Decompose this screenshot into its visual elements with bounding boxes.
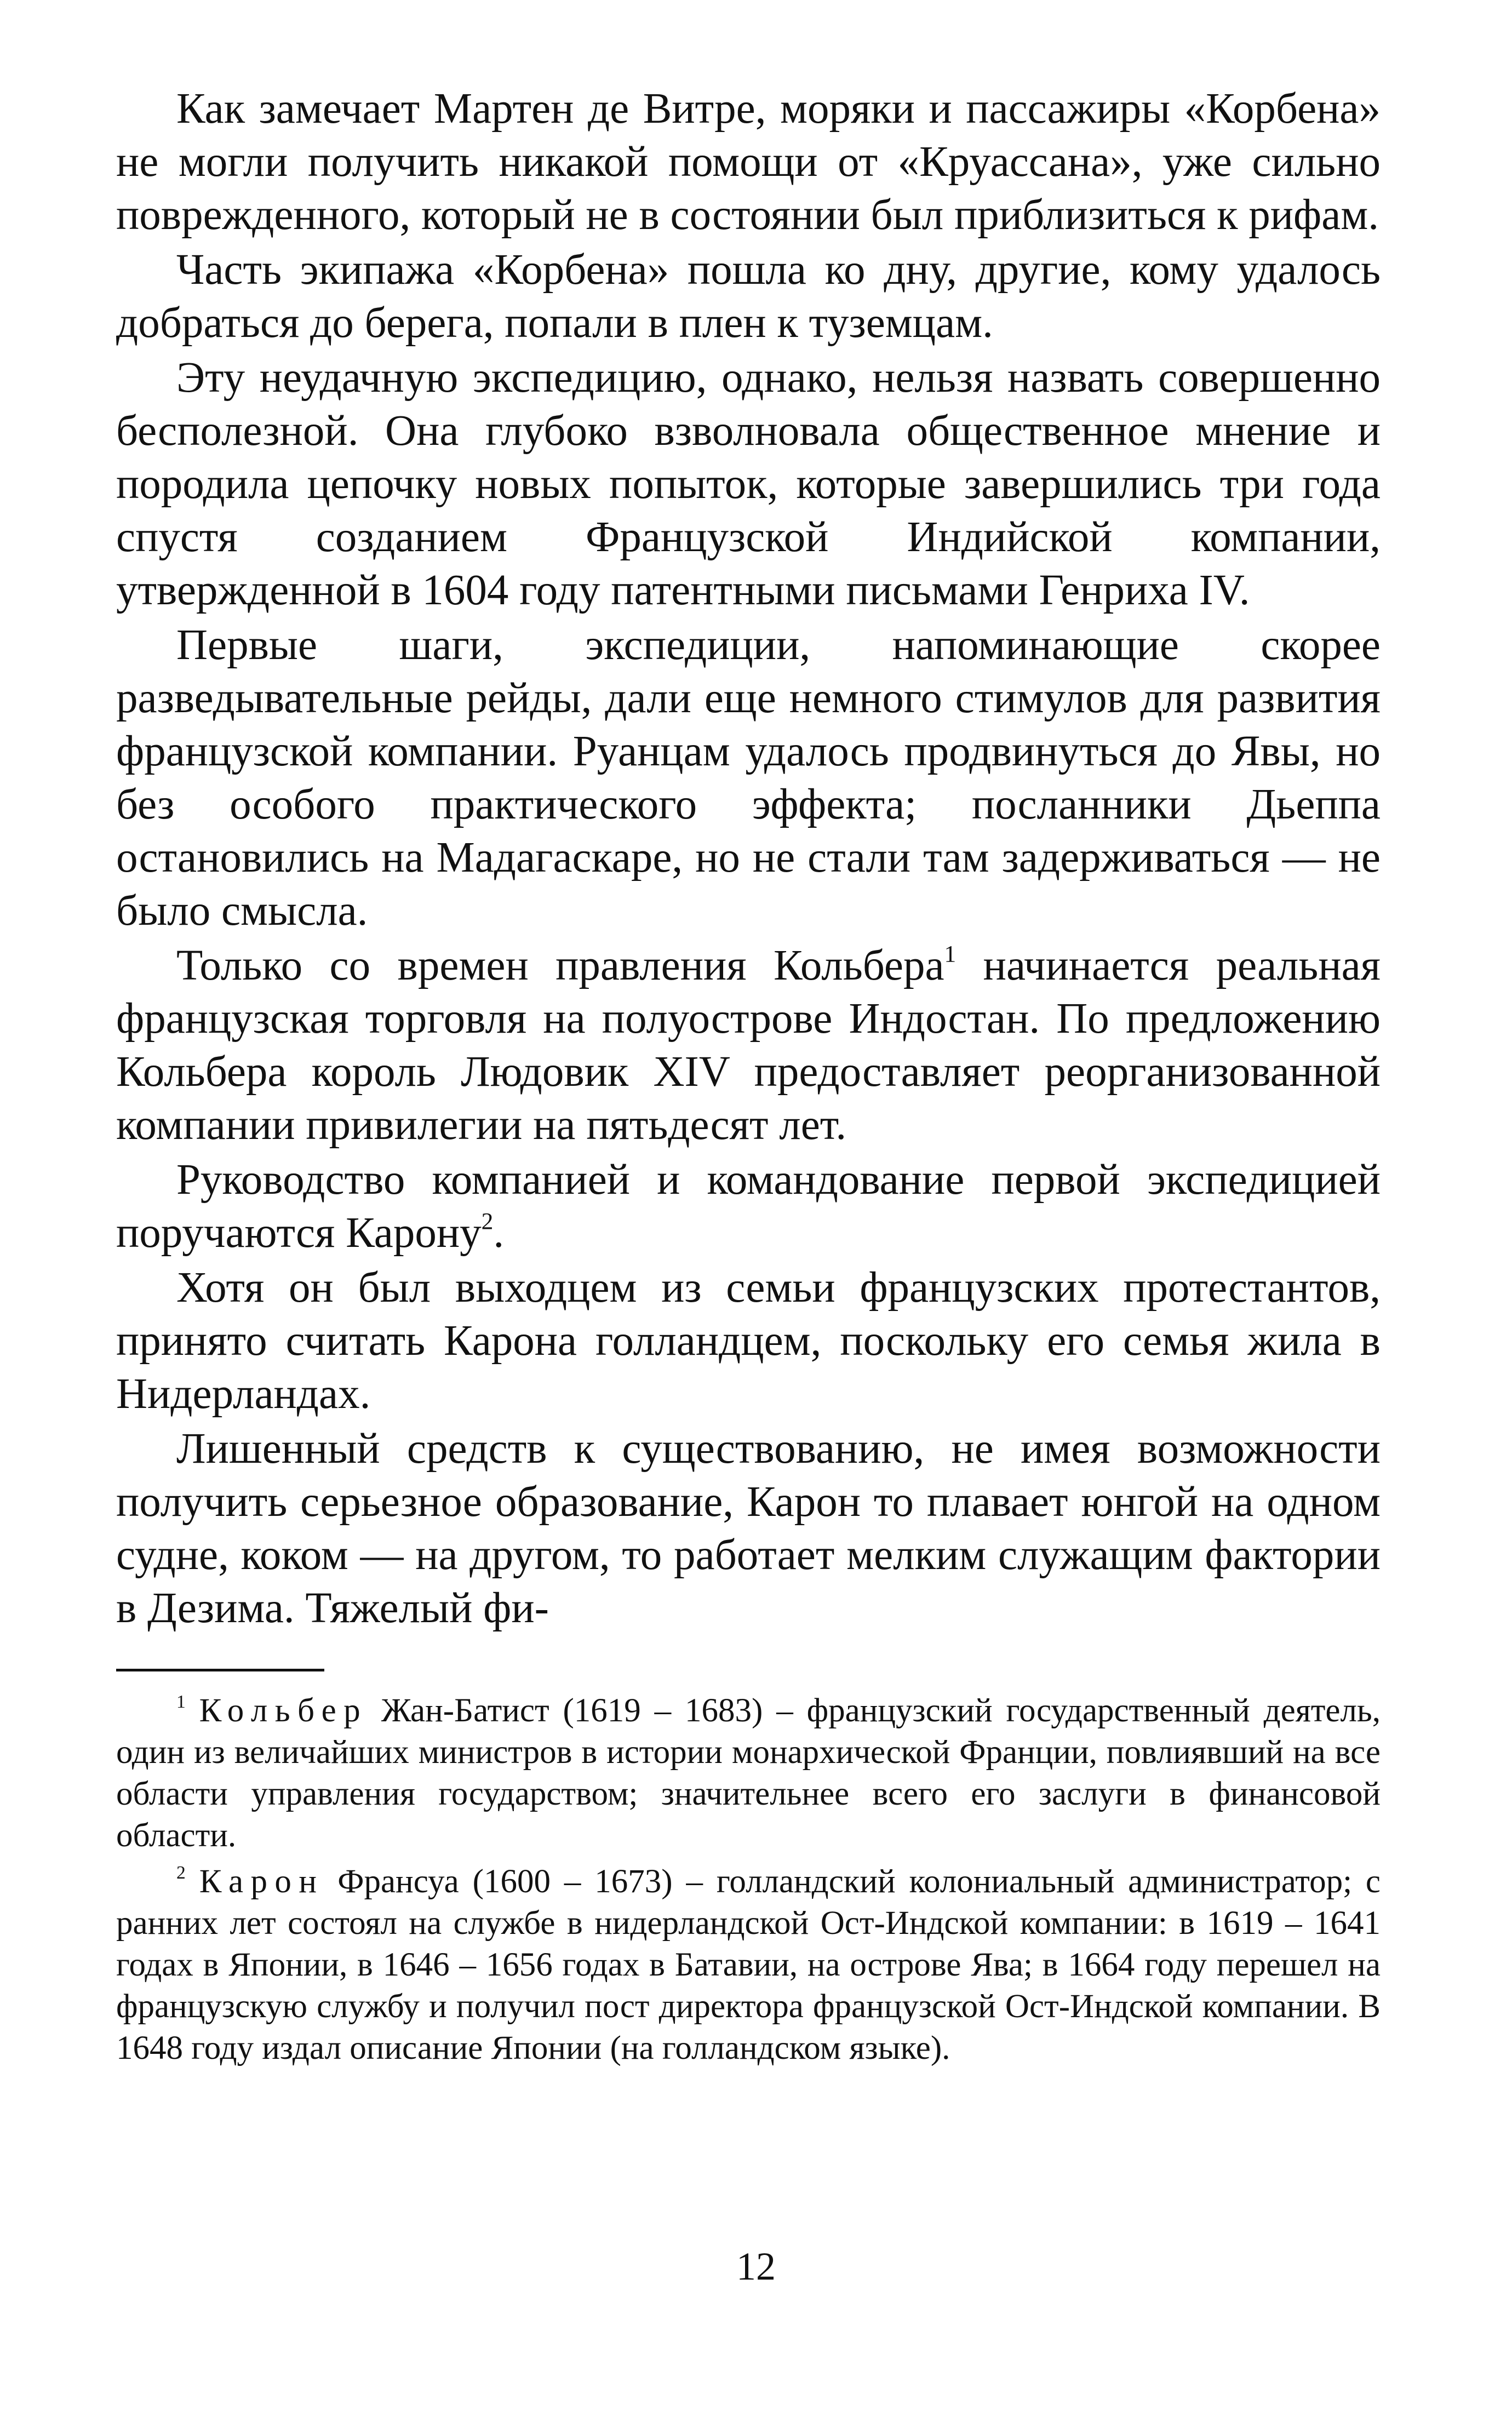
paragraph: Как замечает Мартен де Витре, моряки и пассажиры «Корбена» не могли получить никакой помощи от «Круассана», уже сильно поврежденного, который не в состоянии был приблизиться к рифам.: [116, 85, 1381, 239]
paragraph: Руководство компанией и командование первой экспедицией поручаются Карону$^2$.: [116, 1156, 1381, 1257]
footnote-reference[interactable]: 2: [481, 1208, 494, 1235]
paragraph: Хотя он был выходцем из семьи французских протестантов, принято считать Карона голландцем, поскольку его семья жила в Нидерландах.: [116, 1264, 1381, 1418]
footnote-name: Карон: [199, 1863, 324, 1900]
paragraph: Только со времен правления Кольбера$^1$ начинается реальная французская торговля на полуострове Индостан. По предложению Кольбера король Людовик XIV предоставляет реорганизованной компании привилегии на пятьдесят лет.: [116, 941, 1381, 1149]
paragraph: Часть экипажа «Корбена» пошла ко дну, другие, кому удалось добраться до берега, попали в плен к туземцам.: [116, 246, 1381, 347]
paragraph: Эту неудачную экспедицию, однако, нельзя назвать совершенно бесполезной. Она глубоко взволновала общественное мнение и породила цепочку новых попыток, которые завершились три года спустя созданием Французской Индийской компании, утвержденной в 1604 году патентными письмами Генриха IV.: [116, 354, 1381, 614]
footnote: $^1$ Кольбер Жан-Батист (1619 – 1683) – французский государственный деятель, один из величайших министров в истории монархической Франции, повлиявший на все области управления государством; значительнее всего его заслуги в финансовой области.: [116, 1691, 1381, 1854]
paragraph: Первые шаги, экспедиции, напоминающие скорее разведывательные рейды, дали еще немного стимулов для развития французской компании. Руанцам удалось продвинуться до Явы, но без особого практического эффекта; посланники Дьеппа остановились на Мадагаскаре, но не стали там задерживаться — не было смысла.: [116, 621, 1381, 935]
footnotes: [116, 1690, 1381, 2069]
footnote-mark: 1: [176, 1691, 186, 1712]
footnote-separator: [116, 1669, 324, 1671]
paragraph: Лишенный средств к существованию, не имея возможности получить серьезное образование, Карон то плавает юнгой на одном судне, коком — на другом, то работает мелким служащим фактории в Дезима. Тяжелый фи-: [116, 1425, 1381, 1632]
page-number: 12: [736, 2245, 776, 2288]
footnote: $^2$ Карон Франсуа (1600 – 1673) – голландский колониальный администратор; с ранних лет состоял на службе в нидерландской Ост-Индской компании: в 1619 – 1641 годах в Японии, в 1646 – 1656 годах в Батавии, на острове Ява; в 1664 году перешел на французскую службу и получил пост директора французской Ост-Индской компании. В 1648 году издал описание Японии (на голландском языке).: [116, 1862, 1381, 2066]
footnote-name: Кольбер: [199, 1692, 368, 1729]
book-page: [116, 82, 1381, 2074]
main-text: [116, 82, 1381, 1635]
footnote-mark: 2: [176, 1862, 186, 1883]
footnote-reference[interactable]: 1: [944, 941, 957, 967]
